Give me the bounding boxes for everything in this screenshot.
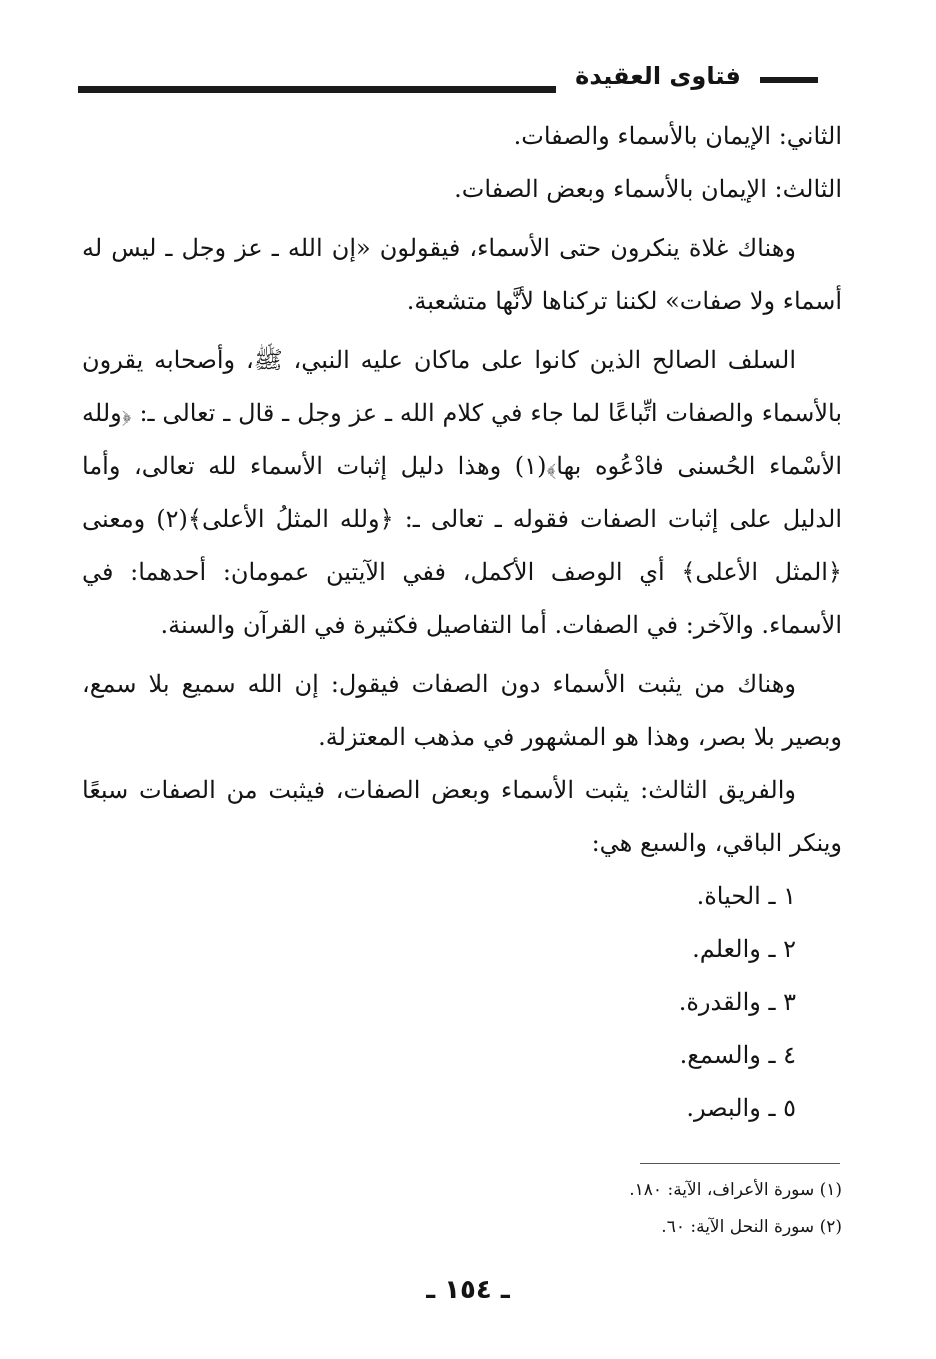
paragraph-second-group: الثاني: الإيمان بالأسماء والصفات. — [513, 122, 842, 150]
page-number: ـ ١٥٤ ـ — [426, 1275, 510, 1305]
page-body — [82, 110, 842, 1135]
list-item: ٥ ـ والبصر. — [686, 1094, 796, 1122]
list-item: ٣ ـ والقدرة. — [678, 988, 796, 1016]
header-rule-right — [760, 77, 818, 83]
paragraph-third-group: الثالث: الإيمان بالأسماء وبعض الصفات. — [454, 175, 842, 203]
list-item: ١ ـ الحياة. — [696, 882, 796, 910]
list-item: ٤ ـ والسمع. — [679, 1041, 796, 1069]
list-item: ٢ ـ والعلم. — [692, 935, 796, 963]
header-rule-left — [78, 86, 556, 93]
paragraph-salaf: السلف الصالح الذين كانوا على ماكان عليه النبي، ﷺ، وأصحابه يقرون بالأسماء والصفات اتِّباعًا لما جاء في كلام الله ـ عز وجل ـ قال ـ تعالى ـ: ﴿ولله الأسْماء الحُسنى فادْعُوه بها﴾(١) وهذا دليل إثبات الأسماء لله تعالى، وأما الدليل على إثبات الصفات فقوله ـ تعالى ـ: ﴿ولله المثلُ الأعلى﴾(٢) ومعنى ﴿المثل الأعلى﴾ أي الوصف الأكمل، ففي الآيتين عمومان: أحدهما: في الأسماء. والآخر: في الصفات. أما التفاصيل فكثيرة في القرآن والسنة. — [82, 346, 843, 639]
footnote-1: (١) سورة الأعراف، الآية: ١٨٠. — [629, 1180, 842, 1200]
running-header-title: فتاوى العقيدة — [575, 62, 741, 90]
paragraph-third-party: والفريق الثالث: يثبت الأسماء وبعض الصفات، فيثبت من الصفات سبعًا وينكر الباقي، والسبع هي: — [82, 776, 842, 857]
seven-attributes-list — [82, 870, 842, 1135]
footnote-separator — [640, 1163, 840, 1164]
paragraph-mutazila: وهناك من يثبت الأسماء دون الصفات فيقول: إن الله سميع بلا سمع، وبصير بلا بصر، وهذا هو المشهور في مذهب المعتزلة. — [82, 670, 842, 751]
footnotes — [200, 1172, 842, 1246]
paragraph-extremists: وهناك غلاة ينكرون حتى الأسماء، فيقولون «إن الله ـ عز وجل ـ ليس له أسماء ولا صفات» لكننا تركناها لأنَّها متشعبة. — [82, 234, 842, 315]
footnote-2: (٢) سورة النحل الآية: ٦٠. — [661, 1217, 842, 1237]
